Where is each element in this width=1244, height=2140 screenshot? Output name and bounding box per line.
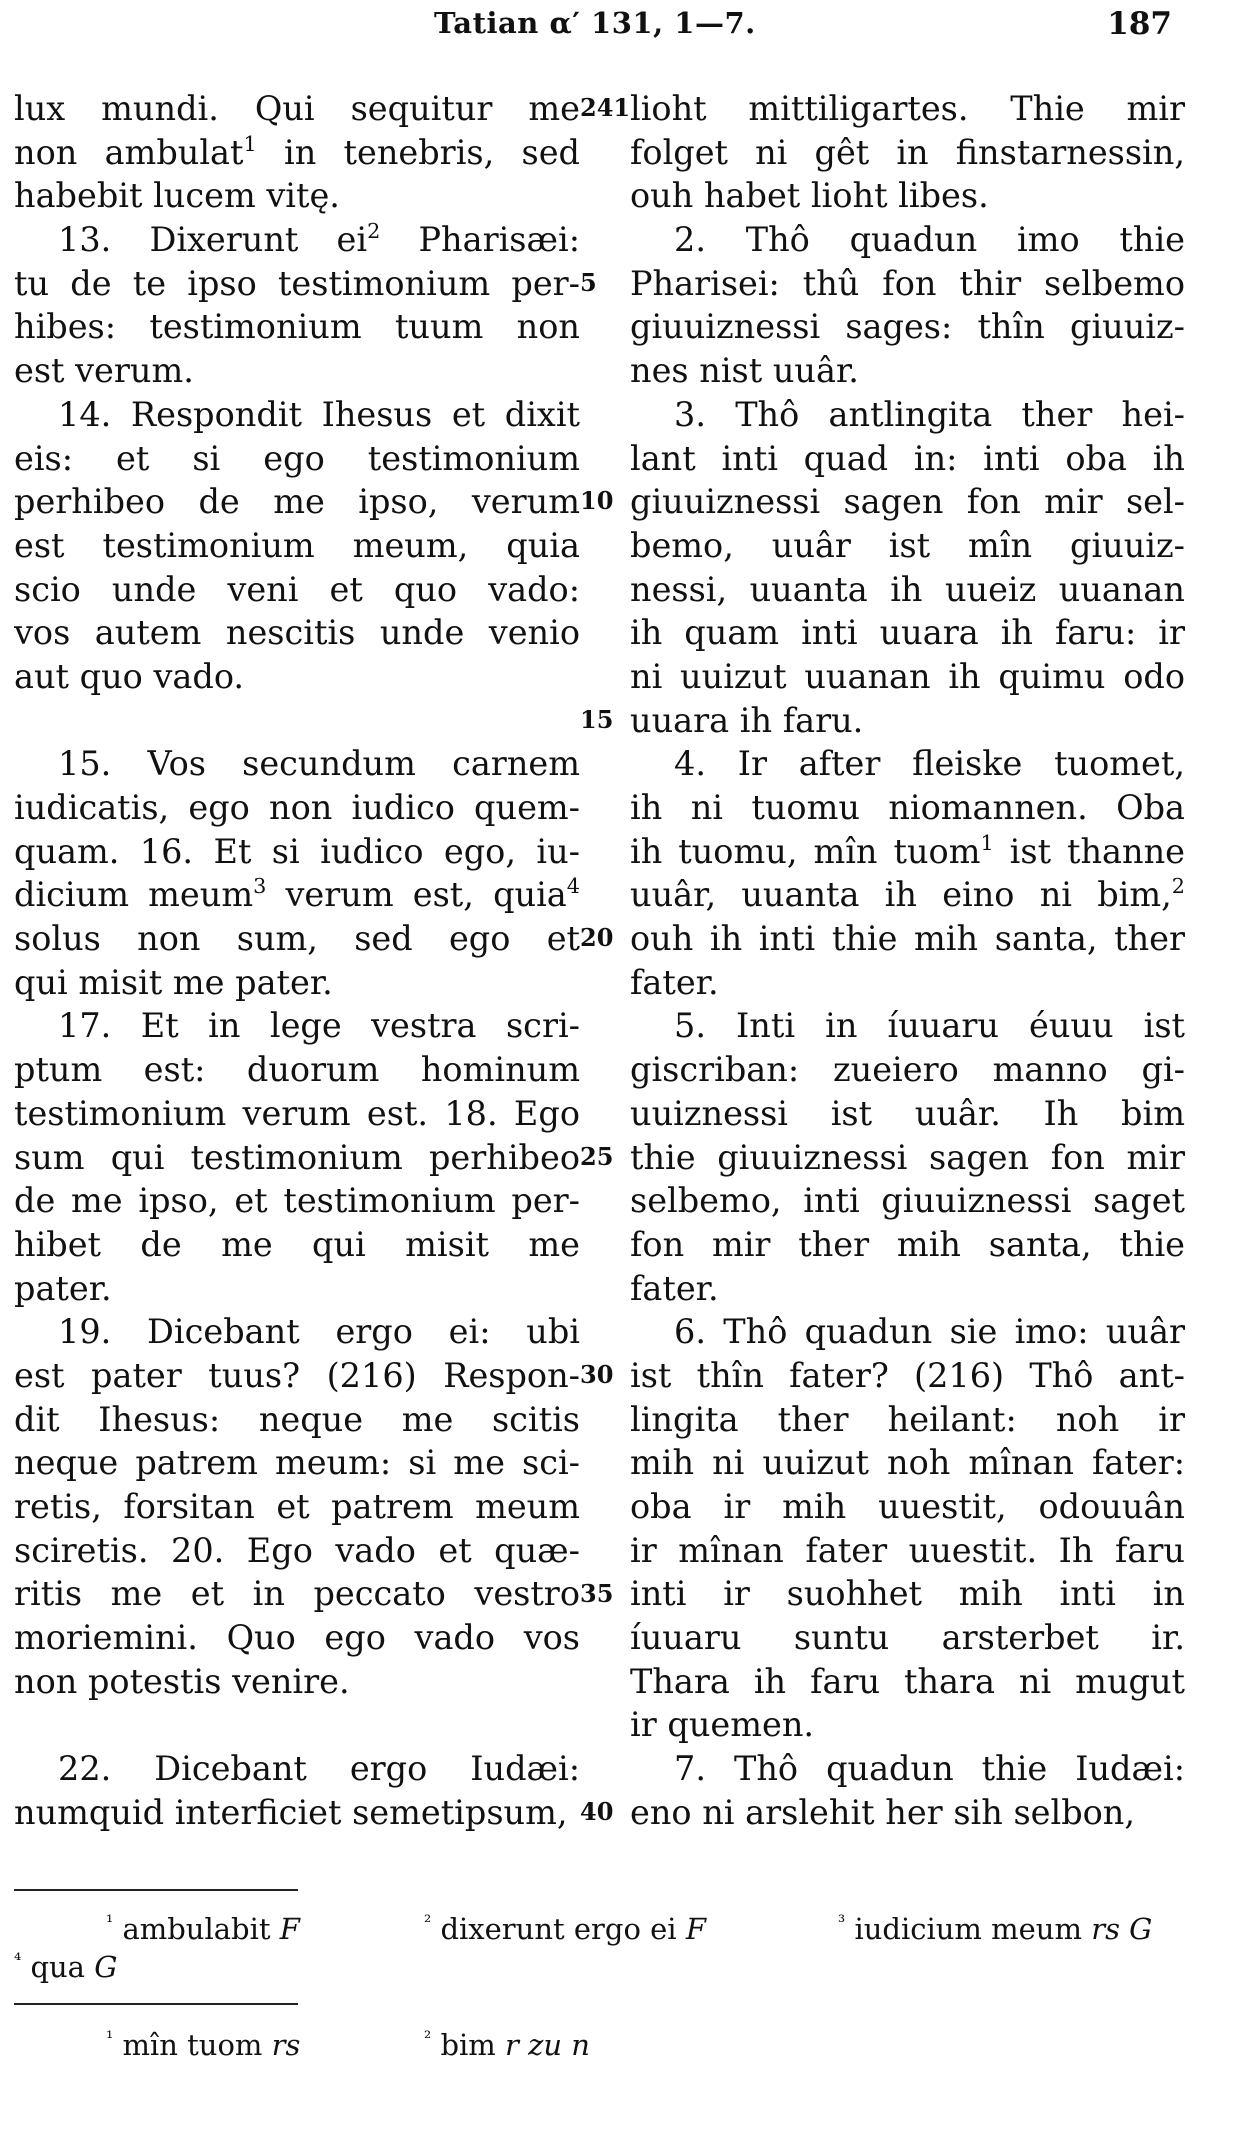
line-number: 15 (580, 704, 614, 734)
latin-text-line: 22. Dicebant ergo Iudæi: (58, 1749, 580, 1789)
german-text-line: Pharisei: thû fon thir selbemo (630, 263, 1185, 303)
german-text-line: bemo, uuâr ist mîn giuuiz- (630, 525, 1185, 565)
latin-text-line: perhibeo de me ipso, verum (14, 482, 580, 522)
german-text-line: ih quam inti uuara ih faru: ir (630, 613, 1185, 653)
german-text-line: ist thîn fater? (216) Thô ant- (630, 1355, 1185, 1395)
latin-text-line: moriemini. Quo ego vado vos (14, 1618, 580, 1658)
latin-text-line: iudicatis, ego non iudico quem- (14, 788, 580, 827)
german-text-line: uuiznessi ist uuâr. Ih bim (630, 1093, 1185, 1133)
latin-text-line: 17. Et in lege vestra scri- (58, 1006, 580, 1046)
german-text-line: oba ir mih uuestit, odouuân (630, 1487, 1185, 1526)
line-number: 30 (580, 1360, 614, 1390)
page-header (0, 6, 1244, 46)
footnote-rule-latin (14, 1889, 298, 1891)
latin-text-line: eis: et si ego testimonium (14, 438, 580, 478)
german-text-line: mih ni uuizut noh mînan fater: (630, 1443, 1185, 1483)
latin-text-line: neque patrem meum: si me sci- (14, 1443, 580, 1483)
german-text-line: 6. Thô quadun sie imo: uuâr (674, 1312, 1185, 1352)
german-text-line: uuâr, uuanta ih eino ni bim,$^2$ (630, 874, 1185, 915)
page-number: 187 (1107, 6, 1172, 42)
german-text-line: fater. (630, 962, 719, 1002)
latin-text-line: est pater tuus? (216) Respon- (14, 1355, 580, 1395)
old-high-german-column (630, 87, 1185, 1835)
german-text-line: eno ni arslehit her sih selbon, (630, 1792, 1136, 1832)
latin-text-line: 19. Dicebant ergo ei: ubi (58, 1312, 580, 1352)
german-text-line: inti ir suohhet mih inti in (630, 1574, 1185, 1614)
german-text-line: nes nist uuâr. (630, 351, 859, 391)
german-text-line: 7. Thô quadun thie Iudæi: (674, 1749, 1185, 1789)
line-number: 5 (580, 267, 597, 297)
line-number: 10 (580, 486, 614, 516)
german-text-line: 4. Ir after fleiske tuomet, (674, 744, 1185, 784)
german-text-line: folget ni gêt in finstarnessin, (630, 132, 1185, 172)
latin-text-line: hibes: testimonium tuum non (14, 307, 580, 347)
german-text-line: ni uuizut uuanan ih quimu odo (630, 656, 1185, 696)
german-text-line: uuara ih faru. (630, 700, 864, 740)
german-text-line: giscriban: zueiero manno gi- (630, 1050, 1185, 1090)
german-text-line: thie giuuiznessi sagen fon mir (630, 1137, 1185, 1177)
footnote-german-2: $^{^2}$ bim r zu n (424, 2027, 590, 2062)
latin-text-line: habebit lucem vitę. (14, 176, 340, 216)
latin-text-line: tu de te ipso testimonium per- (14, 263, 580, 303)
latin-text-line: ritis me et in peccato vestro (14, 1574, 580, 1614)
latin-text-line: scio unde veni et quo vado: (14, 569, 580, 609)
latin-text-line: non ambulat$^1$ in tenebris, sed (14, 131, 580, 172)
line-number: 40 (580, 1797, 614, 1827)
latin-text-line: testimonium verum est. 18. Ego (14, 1093, 580, 1133)
german-text-line: selbemo, inti giuuiznessi saget (630, 1181, 1185, 1221)
footnote-latin-2: $^{^2}$ dixerunt ergo ei F (424, 1911, 706, 1946)
latin-text-line: 15. Vos secundum carnem (58, 744, 580, 784)
latin-text-line: sciretis. 20. Ego vado et quæ- (14, 1530, 580, 1570)
german-text-line: lant inti quad in: inti oba ih (630, 438, 1185, 478)
latin-column (14, 87, 580, 1835)
latin-text-line: pater. (14, 1268, 112, 1308)
footnote-latin-4: $^{^4}$ qua G (14, 1949, 118, 1984)
latin-text-line: dit Ihesus: neque me scitis (14, 1399, 580, 1439)
german-text-line: lingita ther heilant: noh ir (630, 1399, 1185, 1439)
german-text-line: ouh habet lioht libes. (630, 176, 989, 216)
footnote-latin-3: $^{^3}$ iudicium meum rs G (838, 1911, 1153, 1946)
german-text-line: fater. (630, 1268, 719, 1308)
german-text-line: nessi, uuanta ih uueiz uuanan (630, 569, 1185, 609)
line-number: 35 (580, 1578, 614, 1608)
line-number: 241 (580, 93, 631, 122)
latin-text-line: retis, forsitan et patrem meum (14, 1487, 580, 1526)
german-text-line: Thara ih faru thara ni mugut (630, 1661, 1185, 1701)
latin-text-line: vos autem nescitis unde venio (14, 613, 580, 653)
german-text-line: ih ni tuomu niomannen. Oba (630, 788, 1185, 827)
line-number: 25 (580, 1141, 614, 1171)
footnote-latin-1: $^{^1}$ ambulabit F (106, 1911, 300, 1946)
german-text-line: 3. Thô antlingita ther hei- (674, 394, 1185, 434)
latin-text-line: hibet de me qui misit me (14, 1224, 580, 1264)
german-text-line: giuuiznessi sagen fon mir sel- (630, 482, 1185, 522)
german-text-line: ouh ih inti thie mih santa, ther (630, 919, 1185, 959)
latin-text-line: dicium meum$^3$ verum est, quia$^4$ (14, 874, 580, 915)
latin-text-line (14, 699, 580, 743)
line-number: 20 (580, 923, 614, 953)
latin-text-line: sum qui testimonium perhibeo (14, 1137, 580, 1177)
german-text-line: íuuaru suntu arsterbet ir. (630, 1618, 1185, 1658)
latin-text-line: 13. Dixerunt $ei^2$ Pharisæi: (58, 219, 580, 260)
latin-text-line: est testimonium meum, quia (14, 525, 580, 565)
latin-text-line (14, 1703, 580, 1747)
latin-text-line: 14. Respondit Ihesus et dixit (58, 394, 580, 434)
latin-text-line: de me ipso, et testimonium per- (14, 1181, 580, 1221)
footnote-rule-german (14, 2003, 298, 2005)
german-text-line: ih tuomu, mîn tuom$^1$ ist thanne (630, 830, 1185, 871)
latin-text-line: est verum. (14, 351, 194, 391)
german-text-line: ir quemen. (630, 1705, 815, 1745)
latin-text-line: ptum est: duorum hominum (14, 1050, 580, 1090)
german-text-line: giuuiznessi sages: thîn giuuiz- (630, 307, 1185, 347)
german-text-line: fon mir ther mih santa, thie (630, 1224, 1185, 1264)
latin-text-line: numquid interficiet semetipsum, (14, 1792, 568, 1832)
german-text-line: ir mînan fater uuestit. Ih faru (630, 1530, 1185, 1570)
german-text-line: lioht mittiligartes. Thie mir (630, 89, 1185, 128)
footnote-german-1: $^{^1}$ mîn tuom rs (106, 2027, 301, 2062)
latin-text-line: qui misit me pater. (14, 962, 333, 1002)
latin-text-line: quam. 16. Et si iudico ego, iu- (14, 831, 580, 871)
german-text-line: 5. Inti in íuuaru éuuu ist (674, 1006, 1185, 1046)
latin-text-line: aut quo vado. (14, 656, 245, 696)
latin-text-line: lux mundi. Qui sequitur me (14, 89, 580, 128)
latin-text-line: solus non sum, sed ego et (14, 919, 580, 959)
latin-text-line: non potestis venire. (14, 1661, 350, 1701)
german-text-line: 2. Thô quadun imo thie (674, 220, 1185, 260)
running-title: Tatian α′ 131, 1—7. (434, 6, 756, 40)
